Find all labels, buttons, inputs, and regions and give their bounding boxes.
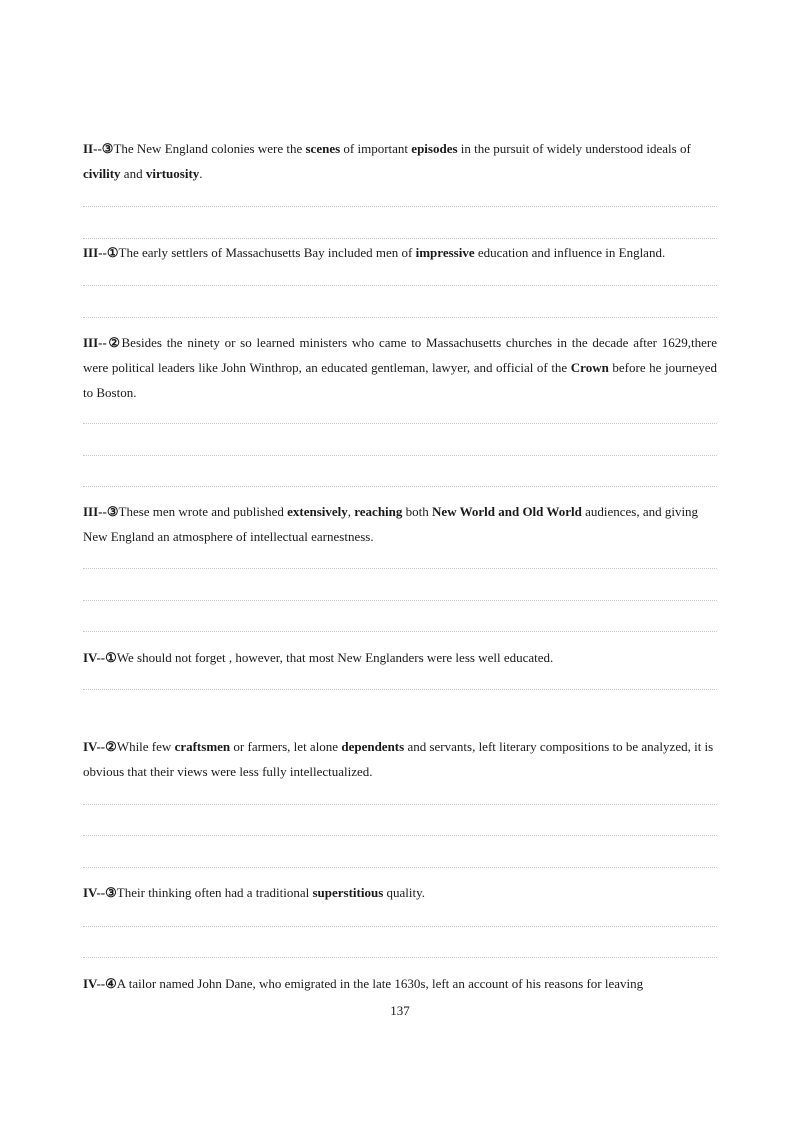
text-run: These men wrote and published [118,504,288,519]
paragraph-label: III--① [83,245,119,260]
paragraph-text [117,976,643,991]
answer-line [83,238,717,239]
text-run: , [347,504,355,519]
answer-line [83,600,717,601]
page-number: 137 [390,1003,410,1018]
keyword-bold: civility [83,166,121,181]
answer-line [83,804,717,805]
keyword-bold: virtuosity [145,166,200,181]
text-run: in the pursuit of widely understood ideals of [457,141,691,156]
text-run: before he journeyed to Boston. [83,360,717,400]
paragraph-iv-4 [83,971,717,996]
keyword-bold: craftsmen [174,739,231,754]
answer-line [83,957,717,958]
paragraph-text [117,885,425,900]
answer-line [83,486,717,487]
keyword-bold: extensively [287,504,348,519]
answer-line [83,568,717,569]
keyword-bold: reaching [354,504,403,519]
answer-line [83,285,717,286]
text-run: quality. [383,885,426,900]
text-run: While few [116,739,175,754]
text-run: and servants, left literary compositions to be analyzed, it is obvious that their views were less fully intellectualized. [83,739,714,779]
answer-line [83,455,717,456]
keyword-bold: episodes [411,141,458,156]
keyword-bold: superstitious [312,885,384,900]
text-run: The New England colonies were the [113,141,306,156]
text-run: of important [340,141,412,156]
paragraph-iv-3 [83,880,717,905]
paragraph-text [119,245,666,260]
paragraph-text [83,335,717,400]
paragraph-label: III--② [83,335,122,350]
text-run: We should not forget , however, that most New Englanders were less well educated. [116,650,554,665]
paragraph-text [117,650,553,665]
text-run: audiences, and giving New England an atmosphere of intellectual earnestness. [83,504,699,544]
paragraph-label: III--③ [83,504,119,519]
paragraph-label: IV--④ [83,976,117,991]
text-run: Besides the ninety or so learned ministers who came to Massachusetts churches in the decade after 1629,there were political leaders like John Winthrop, an educated gentleman, lawyer, and official of the [83,335,717,375]
paragraph-iv-1 [83,645,717,670]
paragraph-label: IV--② [83,739,117,754]
paragraph-iii-2 [83,330,717,405]
answer-line [83,689,717,690]
answer-line [83,867,717,868]
paragraph-label: IV--③ [83,885,117,900]
text-run: . [199,166,203,181]
text-run: and [120,166,146,181]
answer-line [83,835,717,836]
paragraph-ii-3 [83,136,717,186]
paragraph-label: IV--① [83,650,117,665]
answer-line [83,926,717,927]
paragraph-text [83,504,698,544]
answer-line [83,423,717,424]
keyword-bold: dependents [341,739,405,754]
answer-line [83,206,717,207]
keyword-bold: New World and Old World [432,504,582,519]
paragraph-text [83,141,691,181]
keyword-bold: scenes [305,141,341,156]
paragraph-iii-1 [83,240,717,265]
text-run: Their thinking often had a traditional [116,885,313,900]
answer-line [83,631,717,632]
text-run: The early settlers of Massachusetts Bay included men of [118,245,416,260]
paragraph-iv-2 [83,734,717,784]
keyword-bold: impressive [415,245,475,260]
answer-line [83,317,717,318]
text-run: both [402,504,433,519]
text-run: or farmers, let alone [230,739,342,754]
text-run: A tailor named John Dane, who emigrated in the late 1630s, left an account of his reasons for leaving [116,976,644,991]
paragraph-text [83,739,713,779]
paragraph-label: II--③ [83,141,114,156]
paragraph-iii-3 [83,499,717,549]
text-run: education and influence in England. [474,245,666,260]
keyword-bold: Crown [570,360,609,375]
